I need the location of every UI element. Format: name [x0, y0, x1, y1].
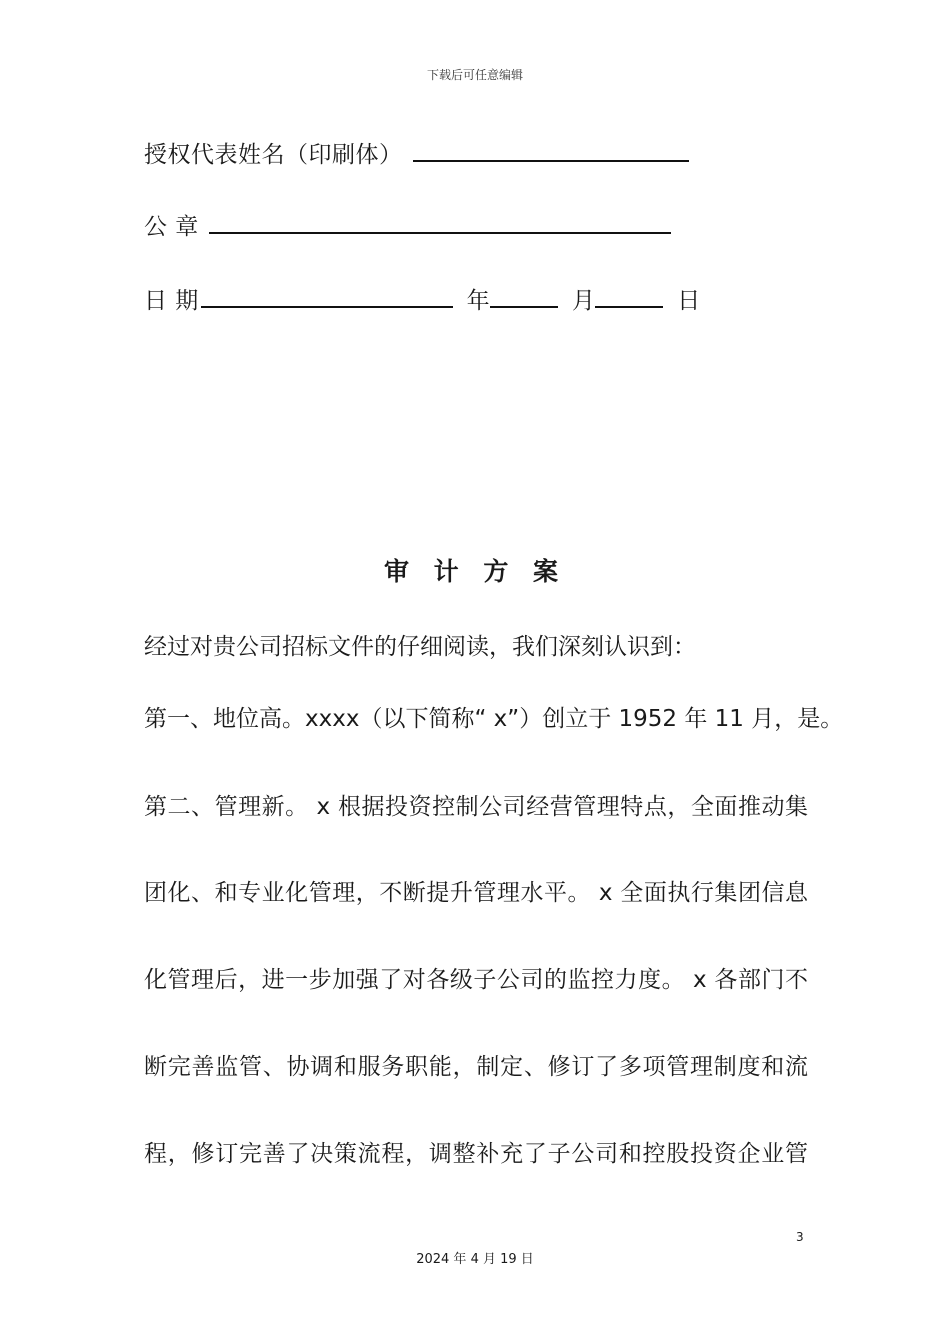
header-note: 下载后可任意编辑 [426, 68, 523, 82]
paragraph-1: 第一、地位高。xxxx（以下简称“ x”）创立于 1952 年 11 月，是。 [144, 706, 844, 732]
date-row [144, 282, 701, 315]
date-blank [201, 284, 453, 308]
month-blank [595, 284, 663, 308]
year-label: 年 [466, 288, 491, 314]
date-label: 日 期 [144, 288, 199, 314]
footer-date: 2024 年 4 月 19 日 [416, 1252, 534, 1267]
seal-label: 公 章 [144, 214, 199, 240]
page-number: 3 [796, 1230, 804, 1244]
year-blank [490, 284, 558, 308]
rep-name-label: 授权代表姓名（印刷体） [144, 142, 403, 168]
intro-paragraph: 经过对贵公司招标文件的仔细阅读，我们深刻认识到： [144, 634, 696, 660]
seal-row [144, 208, 671, 241]
day-label: 日 [677, 288, 701, 314]
seal-blank [209, 210, 671, 234]
document-title: 审 计 方 案 [383, 557, 567, 586]
paragraph-2-line: 团化、和专业化管理，不断提升管理水平。 x 全面执行集团信息 [144, 880, 808, 906]
paragraph-2-line: 断完善监管、协调和服务职能，制定、修订了多项管理制度和流 [144, 1054, 808, 1080]
month-label: 月 [571, 288, 596, 314]
paragraph-2-line: 第二、管理新。 x 根据投资控制公司经营管理特点，全面推动集 [144, 794, 808, 820]
paragraph-2-line: 程，修订完善了决策流程，调整补充了子公司和控股投资企业管 [144, 1141, 808, 1167]
rep-name-blank [413, 138, 689, 162]
paragraph-2-line: 化管理后，进一步加强了对各级子公司的监控力度。 x 各部门不 [144, 967, 808, 993]
rep-name-row [144, 136, 689, 169]
